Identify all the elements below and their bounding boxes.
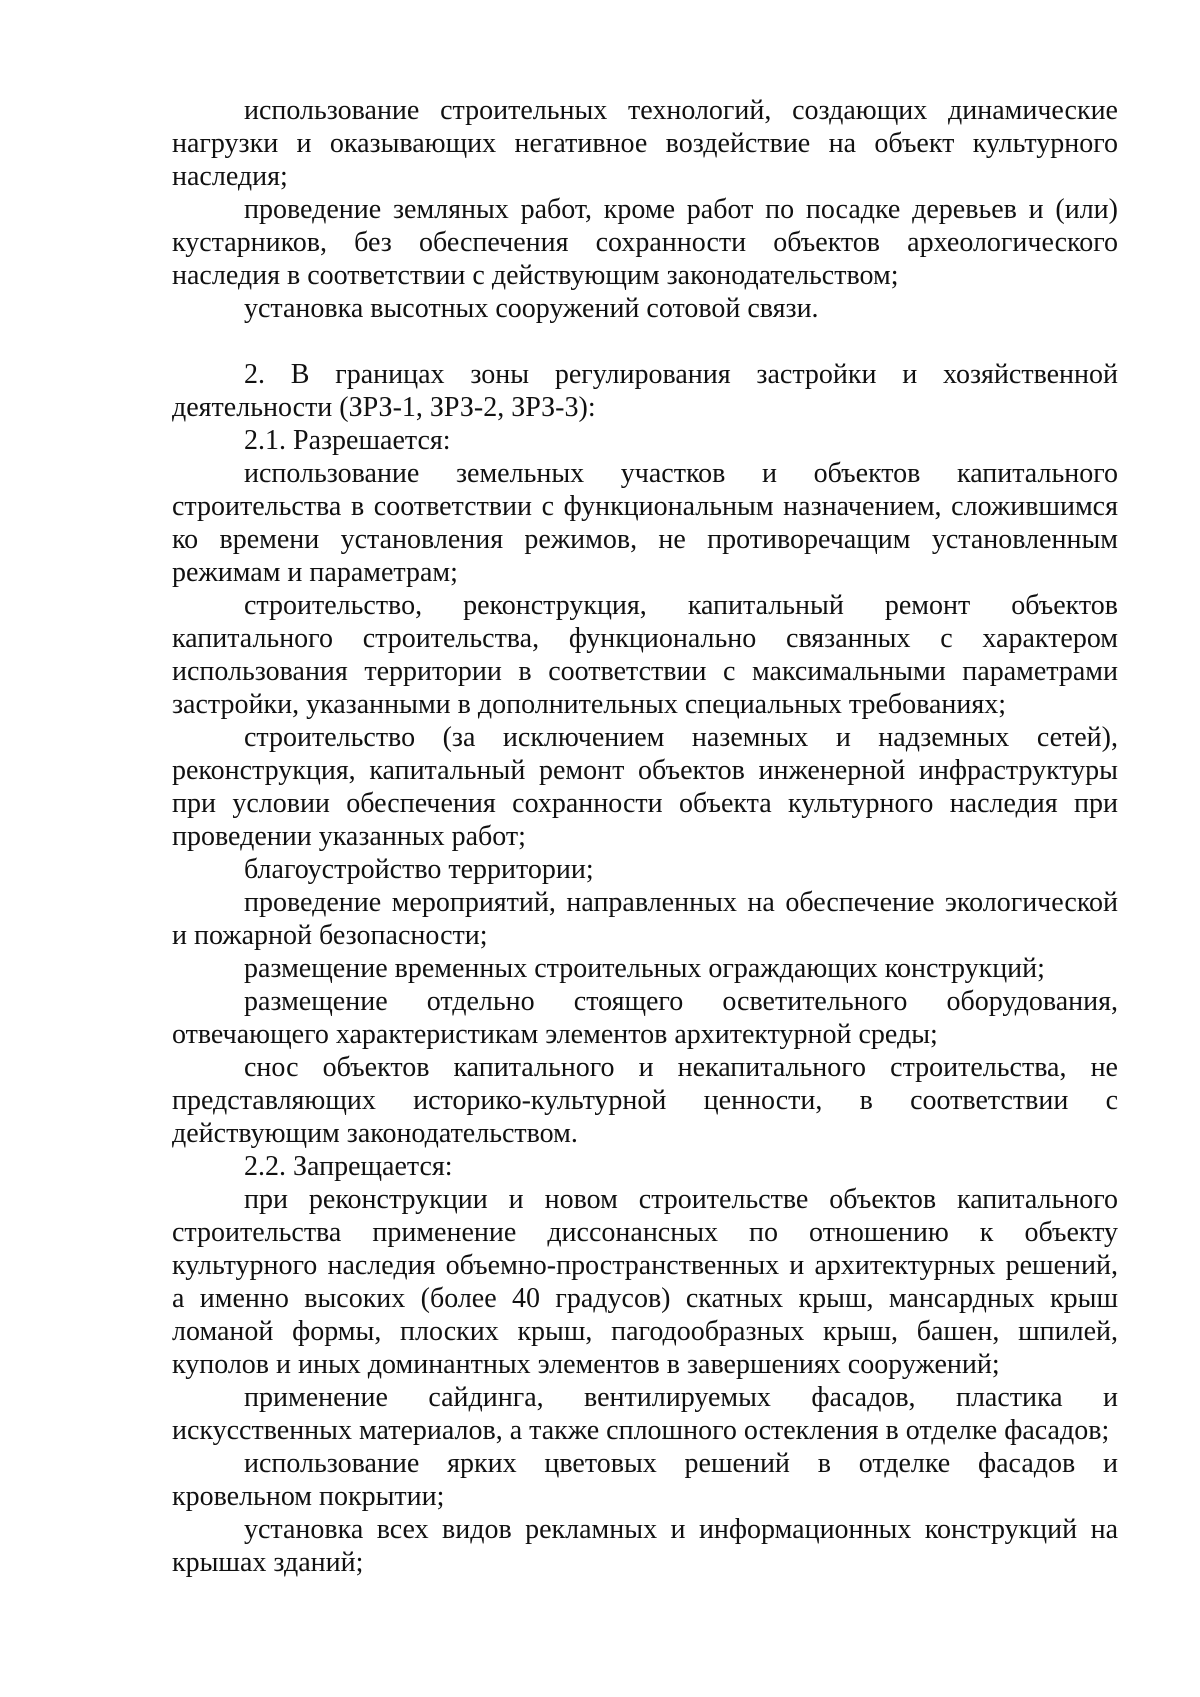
paragraph-spacer [172,325,1118,358]
paragraph: использование ярких цветовых решений в отделке фасадов и кровельном покрытии; [172,1448,1118,1512]
paragraph: размещение временных строительных ограждающих конструкций; [244,953,1045,984]
paragraph: применение сайдинга, вентилируемых фасадов, пластика и искусственных материалов, а также сплошного остекления в отделке фасадов; [172,1382,1118,1446]
subsection-heading: 2.1. Разрешается: [244,425,451,456]
paragraph: проведение мероприятий, направленных на обеспечение экологической и пожарной безопасности; [172,887,1118,951]
paragraph: размещение отдельно стоящего осветительного оборудования, отвечающего характеристикам элементов архитектурной среды; [172,986,1118,1050]
paragraph: благоустройство территории; [244,854,594,885]
paragraph: при реконструкции и новом строительстве объектов капитального строительства применение диссонансных по отношению к объекту культурного наследия объемно-пространственных и архитектурных решений, а именно высоких (более 40 градусов) скатных крыш, мансардных крыш ломаной формы, плоских крыш, пагодообразных крыш, башен, шпилей, куполов и иных доминантных элементов в завершениях сооружений; [172,1184,1118,1380]
paragraph: использование строительных технологий, создающих динамические нагрузки и оказывающих негативное воздействие на объект культурного наследия; [172,95,1118,192]
paragraph: строительство (за исключением наземных и надземных сетей), реконструкция, капитальный ремонт объектов инженерной инфраструктуры при условии обеспечения сохранности объекта культурного наследия при проведении указанных работ; [172,722,1118,852]
paragraph: установка всех видов рекламных и информационных конструкций на крышах зданий; [172,1514,1118,1578]
paragraph: использование земельных участков и объектов капитального строительства в соответствии с функциональным назначением, сложившимся ко времени установления режимов, не противоречащим установленным режимам и параметрам; [172,458,1118,588]
paragraph: снос объектов капитального и некапитального строительства, не представляющих историко-культурной ценности, в соответствии с действующим законодательством. [172,1052,1118,1149]
paragraph: установка высотных сооружений сотовой связи. [244,293,819,324]
paragraph: строительство, реконструкция, капитальный ремонт объектов капитального строительства, функционально связанных с характером использования территории в соответствии с максимальными параметрами застройки, указанными в дополнительных специальных требованиях; [172,590,1118,720]
document-page [172,94,1118,1579]
subsection-heading: 2.2. Запрещается: [244,1151,453,1182]
section-heading: 2. В границах зоны регулирования застройки и хозяйственной деятельности (ЗРЗ-1, ЗРЗ-2, ЗРЗ-3): [172,359,1118,423]
paragraph: проведение земляных работ, кроме работ по посадке деревьев и (или) кустарников, без обеспечения сохранности объектов археологического наследия в соответствии с действующим законодательством; [172,194,1118,291]
